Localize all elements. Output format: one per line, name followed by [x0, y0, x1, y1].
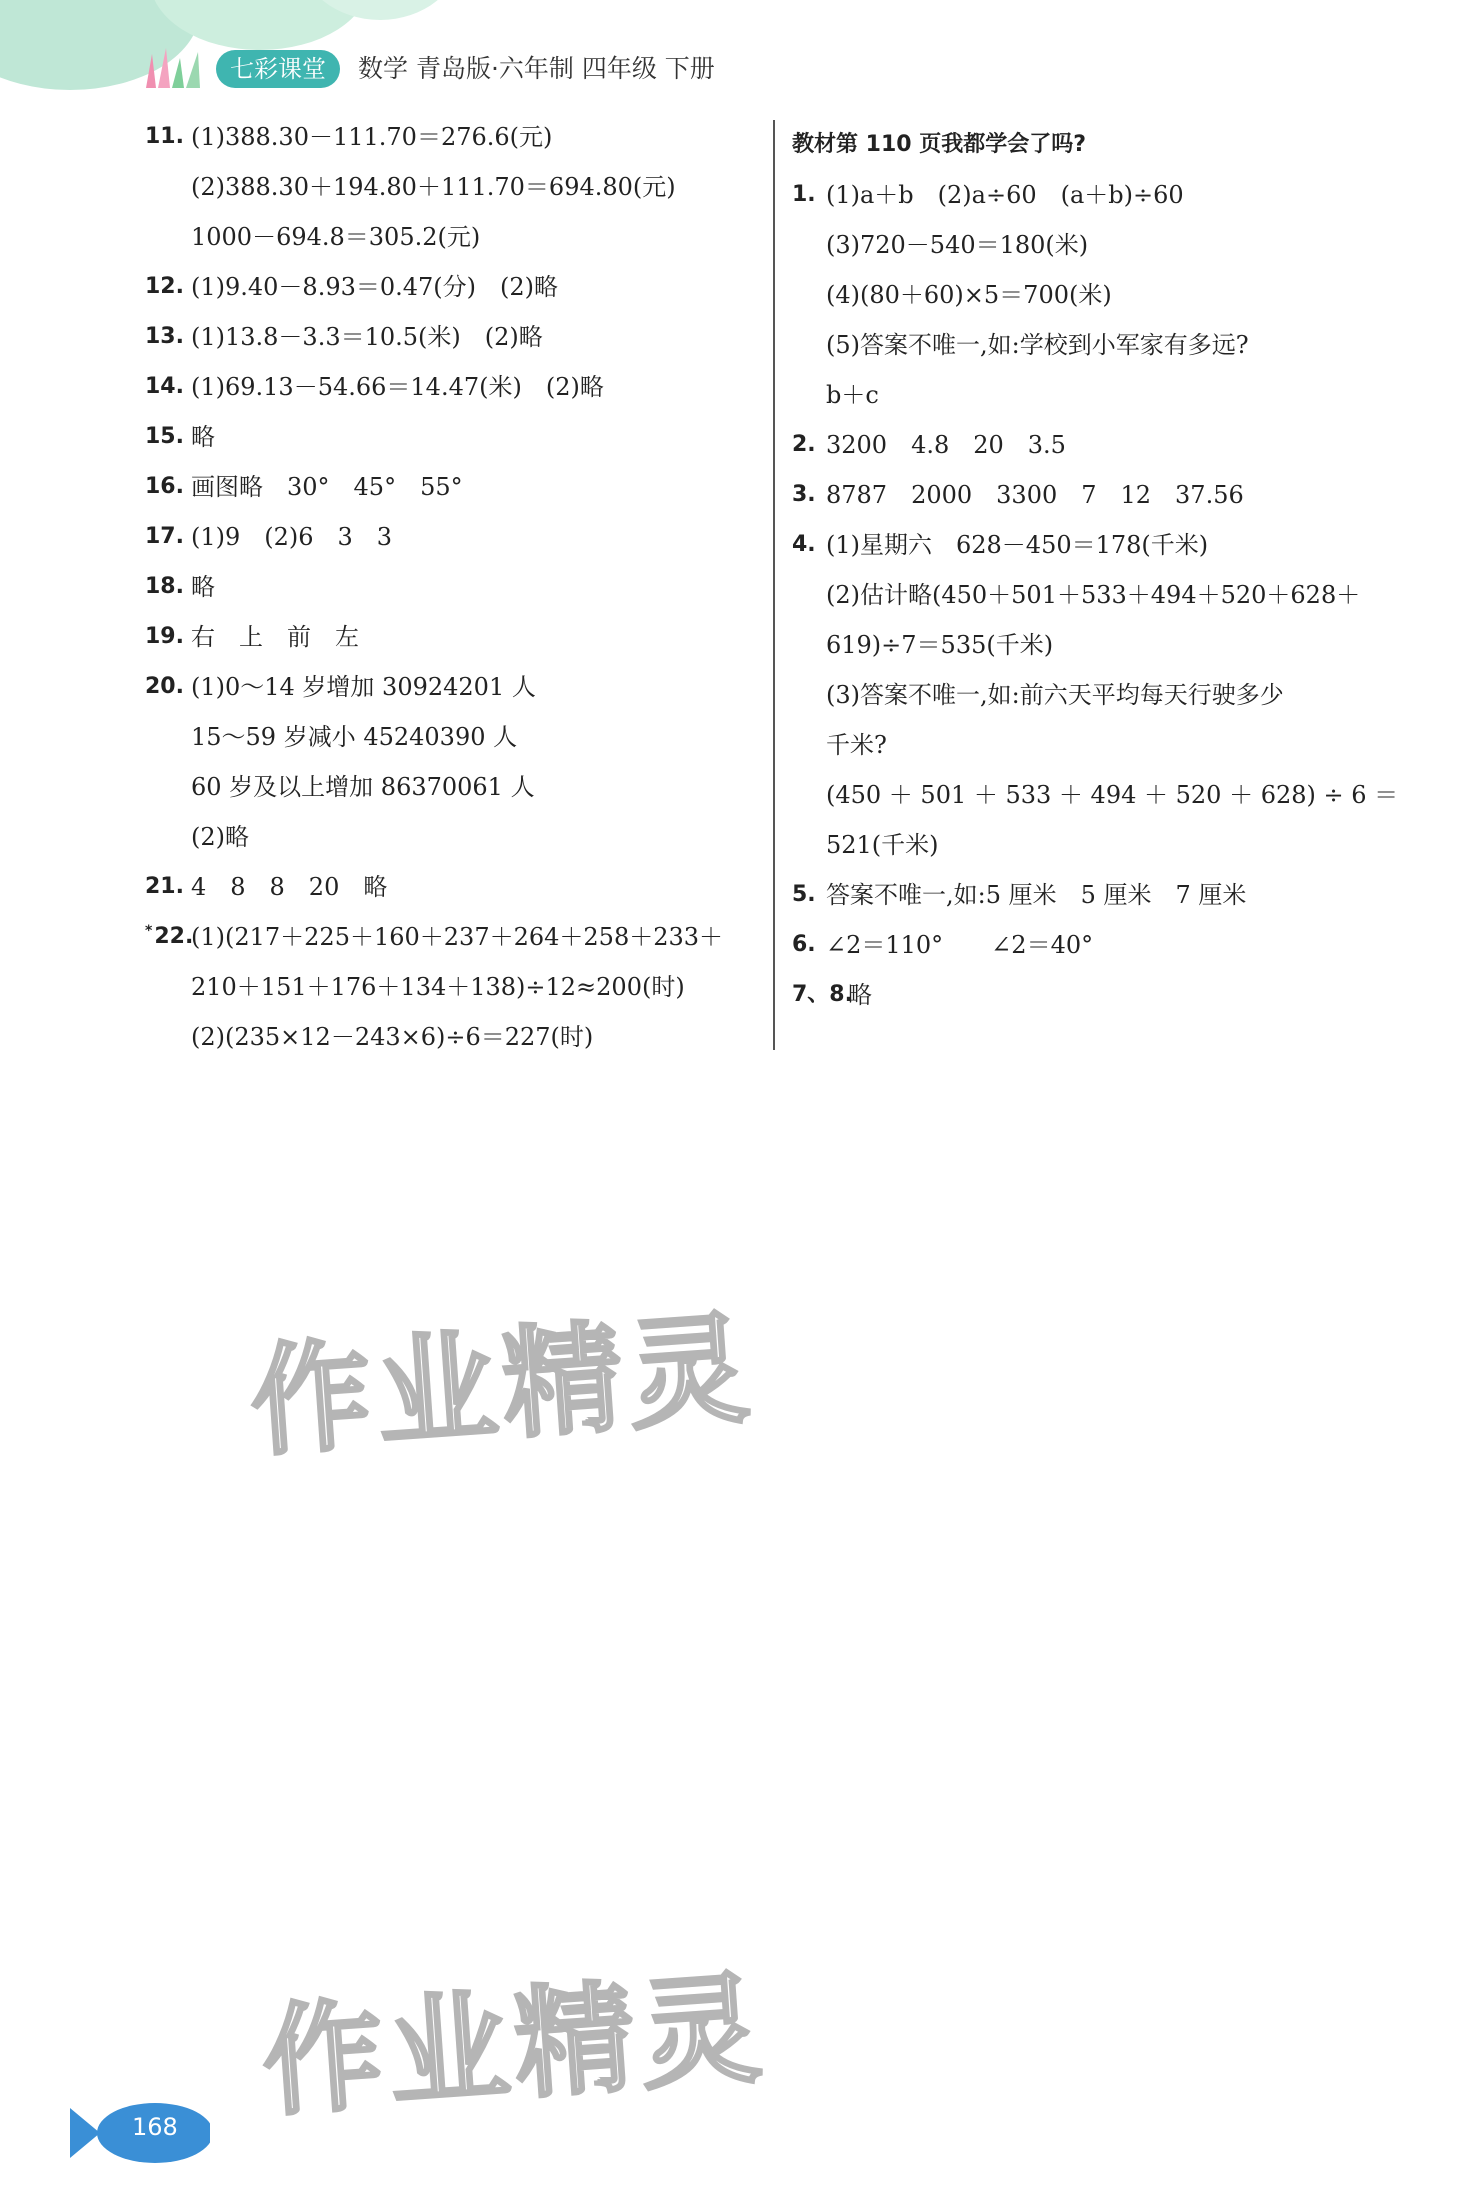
- answer-line: (3)720－540＝180(米): [826, 231, 1089, 259]
- answer-line: 右 上 前 左: [191, 623, 359, 651]
- question-14: [145, 362, 765, 412]
- question-17: [145, 512, 765, 562]
- left-column: [145, 112, 765, 1062]
- answer-line: (1)388.30－111.70＝276.6(元): [191, 123, 553, 151]
- question-number: 4.: [792, 532, 816, 557]
- answer-line: 60 岁及以上增加 86370061 人: [191, 773, 535, 801]
- section-title: 教材第 110 页我都学会了吗?: [792, 132, 1087, 157]
- question-r7-8: [792, 970, 1432, 1020]
- answer-line: 15～59 岁减小 45240390 人: [191, 723, 518, 751]
- answer-line: (1)星期六 628－450＝178(千米): [826, 531, 1209, 559]
- question-number: 21.: [145, 874, 184, 899]
- page-number: 168: [132, 2113, 178, 2141]
- column-divider: [773, 120, 775, 1050]
- question-19: [145, 612, 765, 662]
- question-r3: [792, 470, 1432, 520]
- question-number: 12.: [145, 274, 184, 299]
- series-badge: 七彩课堂: [216, 50, 340, 88]
- answer-line: (2)388.30＋194.80＋111.70＝694.80(元): [191, 173, 676, 201]
- watermark: 作业精灵: [246, 1299, 759, 1474]
- question-number: 16.: [145, 474, 184, 499]
- answer-line: (2)略: [191, 823, 249, 851]
- answer-line: (5)答案不唯一,如:学校到小军家有多远?: [826, 331, 1249, 359]
- question-18: [145, 562, 765, 612]
- answer-line: (450 ＋ 501 ＋ 533 ＋ 494 ＋ 520 ＋ 628) ÷ 6 ＝: [826, 781, 1399, 809]
- answer-line: (1)(217＋225＋160＋237＋264＋258＋233＋: [191, 923, 724, 951]
- question-number-text: 22.: [154, 924, 194, 949]
- question-number: 19.: [145, 624, 184, 649]
- answer-line: b＋c: [826, 381, 879, 409]
- answer-line: 3200 4.8 20 3.5: [826, 431, 1066, 459]
- question-22: [145, 912, 765, 962]
- answer-line: (1)9 (2)6 3 3: [191, 523, 393, 551]
- answer-line: (1)0～14 岁增加 30924201 人: [191, 673, 536, 701]
- question-r4: [792, 520, 1432, 570]
- question-21: [145, 862, 765, 912]
- question-number: 14.: [145, 374, 184, 399]
- question-number: 5.: [792, 882, 816, 907]
- answer-line: 210＋151＋176＋134＋138)÷12≈200(时): [191, 973, 685, 1001]
- plant-icon: [140, 44, 210, 88]
- answer-line: (2)估计略(450＋501＋533＋494＋520＋628＋: [826, 581, 1361, 609]
- answer-line: 答案不唯一,如:5 厘米 5 厘米 7 厘米: [826, 881, 1247, 909]
- answer-line: (1)13.8－3.3＝10.5(米) (2)略: [191, 323, 543, 351]
- answer-line: (1)9.40－8.93＝0.47(分) (2)略: [191, 273, 559, 301]
- question-number: 3.: [792, 482, 816, 507]
- answer-line: 画图略 30° 45° 55°: [191, 473, 463, 501]
- question-number: 6.: [792, 932, 816, 957]
- question-number: 20.: [145, 674, 184, 699]
- question-12: [145, 262, 765, 312]
- question-number: 2.: [792, 432, 816, 457]
- answer-line: (1)69.13－54.66＝14.47(米) (2)略: [191, 373, 604, 401]
- question-number: 18.: [145, 574, 184, 599]
- answer-line: 千米?: [826, 731, 887, 759]
- question-13: [145, 312, 765, 362]
- question-number: 15.: [145, 424, 184, 449]
- question-r2: [792, 420, 1432, 470]
- answer-line: 略: [191, 573, 215, 601]
- answer-line: 1000－694.8＝305.2(元): [191, 223, 481, 251]
- right-column: [792, 120, 1432, 1020]
- question-16: [145, 462, 765, 512]
- question-r1: [792, 170, 1432, 220]
- question-20: [145, 662, 765, 712]
- question-r5: [792, 870, 1432, 920]
- question-11: [145, 112, 765, 162]
- question-number: 1.: [792, 182, 816, 207]
- answer-line: (2)(235×12－243×6)÷6＝227(时): [191, 1023, 594, 1051]
- question-r6: [792, 920, 1432, 970]
- question-number: 17.: [145, 524, 184, 549]
- answer-line: (3)答案不唯一,如:前六天平均每天行驶多少: [826, 681, 1284, 709]
- question-15: [145, 412, 765, 462]
- answer-line: (4)(80＋60)×5＝700(米): [826, 281, 1112, 309]
- answer-line: 略: [191, 423, 215, 451]
- answer-line: 略: [848, 981, 872, 1009]
- answer-line: 8787 2000 3300 7 12 37.56: [826, 481, 1244, 509]
- question-number: 7、8.: [792, 982, 853, 1007]
- question-number: [145, 912, 193, 964]
- challenge-star: *: [145, 923, 153, 939]
- question-number: 11.: [145, 124, 184, 149]
- question-number: 13.: [145, 324, 184, 349]
- answer-line: 521(千米): [826, 831, 939, 859]
- answer-line: 4 8 8 20 略: [191, 873, 388, 901]
- answer-line: ∠2＝110° ∠2＝40°: [826, 931, 1094, 959]
- answer-line: (1)a＋b (2)a÷60 (a＋b)÷60: [826, 181, 1184, 209]
- answer-line: 619)÷7＝535(千米): [826, 631, 1054, 659]
- book-title: 数学 青岛版·六年制 四年级 下册: [358, 54, 715, 83]
- watermark: 作业精灵: [258, 1959, 771, 2134]
